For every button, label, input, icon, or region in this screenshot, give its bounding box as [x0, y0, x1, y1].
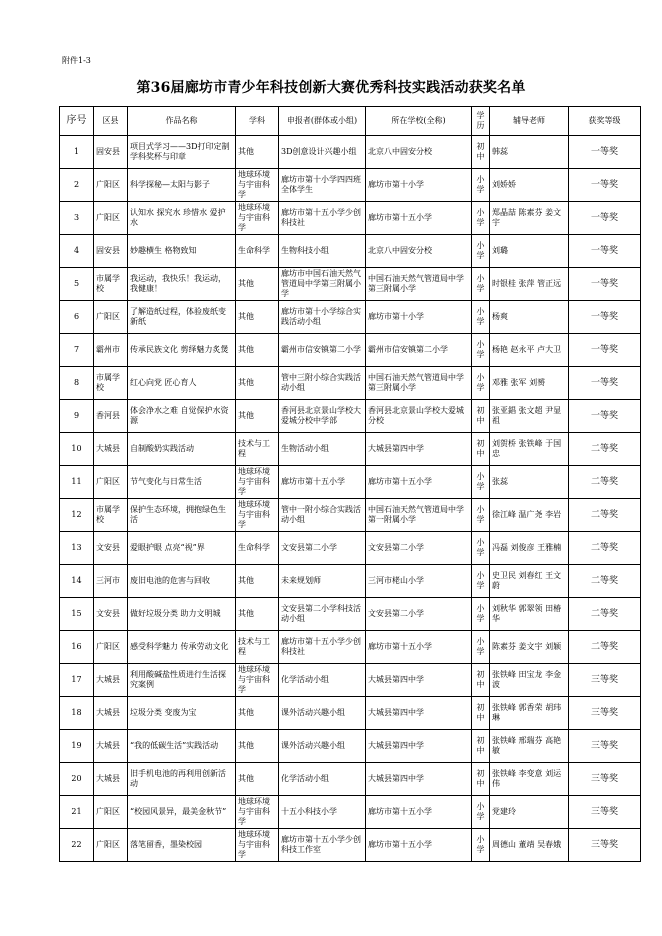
cell-applicant: 廊坊市第十小学综合实践活动小组: [279, 301, 366, 334]
cell-award: 一等奖: [569, 334, 641, 367]
table-header-row: [60, 107, 641, 136]
table-row: [60, 334, 641, 367]
cell-school: 北京八中固安分校: [366, 235, 472, 268]
cell-county: 大城县: [94, 664, 128, 697]
cell-applicant: 香河县北京景山学校大爱城分校中学部: [279, 400, 366, 433]
table-row: [60, 532, 641, 565]
cell-no: 21: [60, 796, 94, 829]
cell-tutor: 史卫民 刘春红 王文蔚: [490, 565, 569, 598]
cell-subject: 其他: [236, 268, 279, 301]
cell-award: 二等奖: [569, 598, 641, 631]
cell-applicant: 廊坊市第十五小学少创科技社: [279, 631, 366, 664]
cell-work: 废旧电池的危害与回收: [128, 565, 236, 598]
cell-level: 初中: [472, 136, 490, 169]
cell-award: 一等奖: [569, 367, 641, 400]
cell-applicant: 廊坊市第十五小学: [279, 466, 366, 499]
cell-tutor: 张铁峰 郭香荣 胡玮琳: [490, 697, 569, 730]
cell-level: 小学: [472, 499, 490, 532]
cell-school: 文安县第二小学: [366, 532, 472, 565]
cell-school: 霸州市信安镇第二小学: [366, 334, 472, 367]
cell-work: 我运动，我快乐！我运动，我健康！: [128, 268, 236, 301]
cell-school: 廊坊市第十五小学: [366, 829, 472, 862]
cell-level: 小学: [472, 235, 490, 268]
cell-county: 市属学校: [94, 499, 128, 532]
cell-tutor: 周德山 董靖 吴春娥: [490, 829, 569, 862]
cell-no: 5: [60, 268, 94, 301]
cell-school: 廊坊市第十五小学: [366, 466, 472, 499]
cell-level: 初中: [472, 730, 490, 763]
cell-award: 一等奖: [569, 202, 641, 235]
cell-award: 三等奖: [569, 697, 641, 730]
cell-no: 18: [60, 697, 94, 730]
cell-school: 大城县第四中学: [366, 664, 472, 697]
table-row: [60, 829, 641, 862]
cell-level: 初中: [472, 400, 490, 433]
cell-applicant: 生物科技小组: [279, 235, 366, 268]
cell-subject: 地球环境与宇宙科学: [236, 499, 279, 532]
cell-applicant: 课外活动兴趣小组: [279, 697, 366, 730]
cell-school: 中国石油天然气管道局中学第一附属小学: [366, 499, 472, 532]
cell-subject: 其他: [236, 136, 279, 169]
cell-work: 了解造纸过程，体验废纸变新纸: [128, 301, 236, 334]
cell-tutor: 刘娇娇: [490, 169, 569, 202]
cell-school: 中国石油天然气管道局中学第三附属小学: [366, 367, 472, 400]
table-row: [60, 598, 641, 631]
cell-work: 感受科学魅力 传承劳动文化: [128, 631, 236, 664]
col-header-level: 学历: [472, 107, 490, 136]
cell-school: 三河市栳山小学: [366, 565, 472, 598]
cell-no: 22: [60, 829, 94, 862]
cell-level: 小学: [472, 829, 490, 862]
cell-award: 一等奖: [569, 268, 641, 301]
cell-award: 一等奖: [569, 400, 641, 433]
cell-county: 固安县: [94, 235, 128, 268]
cell-award: 二等奖: [569, 631, 641, 664]
cell-level: 小学: [472, 301, 490, 334]
cell-tutor: 郑晶喆 陈素芬 姜文宇: [490, 202, 569, 235]
cell-work: 爱眼护眼 点亮“视”界: [128, 532, 236, 565]
cell-level: 小学: [472, 565, 490, 598]
cell-county: 广阳区: [94, 631, 128, 664]
cell-subject: 其他: [236, 400, 279, 433]
cell-school: 廊坊市第十五小学: [366, 202, 472, 235]
table-row: [60, 697, 641, 730]
cell-level: 小学: [472, 367, 490, 400]
cell-county: 香河县: [94, 400, 128, 433]
cell-award: 二等奖: [569, 532, 641, 565]
cell-county: 广阳区: [94, 796, 128, 829]
cell-level: 小学: [472, 598, 490, 631]
cell-tutor: 张铁峰 田宝龙 李金波: [490, 664, 569, 697]
cell-school: 中国石油天然气管道局中学第三附属小学: [366, 268, 472, 301]
cell-applicant: 课外活动兴趣小组: [279, 730, 366, 763]
cell-level: 初中: [472, 763, 490, 796]
cell-no: 10: [60, 433, 94, 466]
table-row: [60, 796, 641, 829]
cell-award: 二等奖: [569, 499, 641, 532]
cell-work: “我的低碳生活”实践活动: [128, 730, 236, 763]
cell-level: 小学: [472, 169, 490, 202]
cell-level: 小学: [472, 334, 490, 367]
cell-tutor: 刘贺桥 张铁峰 于国忠: [490, 433, 569, 466]
cell-level: 初中: [472, 697, 490, 730]
col-header-applicant: 申报者(群体或小组): [279, 107, 366, 136]
cell-award: 二等奖: [569, 565, 641, 598]
cell-school: 大城县第四中学: [366, 730, 472, 763]
cell-no: 16: [60, 631, 94, 664]
table-row: [60, 235, 641, 268]
cell-level: 小学: [472, 631, 490, 664]
cell-county: 文安县: [94, 532, 128, 565]
cell-subject: 地球环境与宇宙科学: [236, 202, 279, 235]
cell-no: 9: [60, 400, 94, 433]
cell-no: 8: [60, 367, 94, 400]
cell-work: 体会净水之难 自觉保护水资源: [128, 400, 236, 433]
cell-county: 广阳区: [94, 202, 128, 235]
cell-subject: 地球环境与宇宙科学: [236, 829, 279, 862]
cell-tutor: 张蕊: [490, 466, 569, 499]
cell-work: 自制酸奶实践活动: [128, 433, 236, 466]
cell-county: 霸州市: [94, 334, 128, 367]
cell-work: 垃圾分类 变废为宝: [128, 697, 236, 730]
cell-applicant: 十五小科技小学: [279, 796, 366, 829]
table-row: [60, 664, 641, 697]
cell-subject: 生命科学: [236, 235, 279, 268]
cell-applicant: 霸州市信安镇第二小学: [279, 334, 366, 367]
cell-tutor: 刘璐: [490, 235, 569, 268]
cell-school: 大城县第四中学: [366, 763, 472, 796]
cell-applicant: 文安县第二小学科技活动小组: [279, 598, 366, 631]
cell-subject: 技术与工程: [236, 433, 279, 466]
cell-subject: 地球环境与宇宙科学: [236, 466, 279, 499]
cell-applicant: 化学活动小组: [279, 763, 366, 796]
cell-county: 市属学校: [94, 367, 128, 400]
cell-work: 旧手机电池的再利用创新活动: [128, 763, 236, 796]
cell-work: 利用酸碱盐性质进行生活探究案例: [128, 664, 236, 697]
cell-tutor: 张亚錩 张文超 尹显祖: [490, 400, 569, 433]
cell-work: 妙趣横生 格物致知: [128, 235, 236, 268]
cell-award: 三等奖: [569, 730, 641, 763]
cell-no: 19: [60, 730, 94, 763]
cell-tutor: 杨爽: [490, 301, 569, 334]
cell-award: 一等奖: [569, 301, 641, 334]
cell-tutor: 张铁峰 李变意 刘运伟: [490, 763, 569, 796]
cell-award: 一等奖: [569, 235, 641, 268]
cell-subject: 其他: [236, 697, 279, 730]
cell-school: 大城县第四中学: [366, 697, 472, 730]
cell-no: 12: [60, 499, 94, 532]
cell-applicant: 生物活动小组: [279, 433, 366, 466]
cell-award: 三等奖: [569, 829, 641, 862]
cell-work: 红心向党 匠心育人: [128, 367, 236, 400]
col-header-award: 获奖等级: [569, 107, 641, 136]
cell-tutor: 党建玲: [490, 796, 569, 829]
cell-county: 广阳区: [94, 169, 128, 202]
cell-school: 廊坊市第十小学: [366, 301, 472, 334]
col-header-tutor: 辅导老师: [490, 107, 569, 136]
cell-county: 文安县: [94, 598, 128, 631]
cell-award: 三等奖: [569, 664, 641, 697]
cell-school: 香河县北京景山学校大爱城分校: [366, 400, 472, 433]
cell-applicant: 文安县第二小学: [279, 532, 366, 565]
cell-subject: 其他: [236, 334, 279, 367]
cell-no: 3: [60, 202, 94, 235]
cell-award: 三等奖: [569, 763, 641, 796]
table-row: [60, 367, 641, 400]
table-row: [60, 433, 641, 466]
cell-county: 广阳区: [94, 301, 128, 334]
cell-applicant: 廊坊市中国石油天然气管道局中学第三附属小学: [279, 268, 366, 301]
cell-subject: 生命科学: [236, 532, 279, 565]
table-row: [60, 169, 641, 202]
cell-work: 认知水 探究水 珍惜水 爱护水: [128, 202, 236, 235]
cell-work: 节气变化与日常生活: [128, 466, 236, 499]
cell-work: 科学探秘—太阳与影子: [128, 169, 236, 202]
cell-no: 1: [60, 136, 94, 169]
cell-award: 一等奖: [569, 136, 641, 169]
cell-subject: 技术与工程: [236, 631, 279, 664]
table-row: [60, 268, 641, 301]
cell-applicant: 3D创意设计兴趣小组: [279, 136, 366, 169]
cell-subject: 地球环境与宇宙科学: [236, 169, 279, 202]
cell-work: 项目式学习——3D打印定制学科奖杯与印章: [128, 136, 236, 169]
cell-tutor: 陈素芬 姜文宇 刘颖: [490, 631, 569, 664]
attachment-label: 附件1-3: [62, 56, 91, 65]
cell-no: 2: [60, 169, 94, 202]
cell-subject: 其他: [236, 367, 279, 400]
cell-county: 广阳区: [94, 829, 128, 862]
cell-applicant: 管中一附小综合实践活动小组: [279, 499, 366, 532]
cell-subject: 其他: [236, 301, 279, 334]
table-row: [60, 466, 641, 499]
cell-applicant: 廊坊市第十五小学少创科技工作室: [279, 829, 366, 862]
cell-tutor: 韩蕊: [490, 136, 569, 169]
cell-tutor: 杨艳 赵永平 卢大卫: [490, 334, 569, 367]
cell-no: 6: [60, 301, 94, 334]
cell-subject: 其他: [236, 763, 279, 796]
cell-tutor: 邓雅 张军 刘赟: [490, 367, 569, 400]
cell-work: 保护生态环境，拥抱绿色生活: [128, 499, 236, 532]
cell-school: 大城县第四中学: [366, 433, 472, 466]
cell-tutor: 刘秋华 郭翠领 田椿华: [490, 598, 569, 631]
cell-level: 小学: [472, 532, 490, 565]
cell-subject: 其他: [236, 565, 279, 598]
cell-county: 大城县: [94, 433, 128, 466]
cell-no: 4: [60, 235, 94, 268]
table-row: [60, 301, 641, 334]
cell-award: 一等奖: [569, 169, 641, 202]
col-header-county: 区县: [94, 107, 128, 136]
award-table: [59, 106, 641, 862]
cell-subject: 地球环境与宇宙科学: [236, 664, 279, 697]
cell-no: 20: [60, 763, 94, 796]
col-header-no: 序号: [60, 107, 94, 136]
table-row: [60, 730, 641, 763]
cell-level: 初中: [472, 433, 490, 466]
cell-applicant: 管中三附小综合实践活动小组: [279, 367, 366, 400]
cell-tutor: 时银桂 张萍 管正远: [490, 268, 569, 301]
cell-no: 14: [60, 565, 94, 598]
cell-county: 三河市: [94, 565, 128, 598]
cell-work: 传承民族文化 剪绎魅力炙煲: [128, 334, 236, 367]
cell-tutor: 张铁峰 邢瑞芬 高艳敏: [490, 730, 569, 763]
table-row: [60, 499, 641, 532]
cell-applicant: 廊坊市第十小学四四班全体学生: [279, 169, 366, 202]
col-header-subject: 学科: [236, 107, 279, 136]
cell-tutor: 徐江峰 温广尧 李岩: [490, 499, 569, 532]
cell-school: 廊坊市第十五小学: [366, 796, 472, 829]
cell-work: “校园风景异，最美金秋节”: [128, 796, 236, 829]
cell-subject: 地球环境与宇宙科学: [236, 796, 279, 829]
cell-county: 大城县: [94, 697, 128, 730]
table-row: [60, 565, 641, 598]
cell-applicant: 未来规划师: [279, 565, 366, 598]
cell-no: 7: [60, 334, 94, 367]
cell-applicant: 化学活动小组: [279, 664, 366, 697]
cell-level: 初中: [472, 664, 490, 697]
cell-no: 15: [60, 598, 94, 631]
table-row: [60, 763, 641, 796]
col-header-work: 作品名称: [128, 107, 236, 136]
cell-level: 小学: [472, 796, 490, 829]
cell-county: 固安县: [94, 136, 128, 169]
cell-county: 大城县: [94, 763, 128, 796]
cell-county: 广阳区: [94, 466, 128, 499]
table-row: [60, 136, 641, 169]
cell-school: 北京八中固安分校: [366, 136, 472, 169]
cell-county: 市属学校: [94, 268, 128, 301]
table-row: [60, 202, 641, 235]
document-title: 第36届廊坊市青少年科技创新大赛优秀科技实践活动获奖名单: [136, 80, 526, 96]
cell-award: 二等奖: [569, 466, 641, 499]
cell-school: 文安县第二小学: [366, 598, 472, 631]
cell-no: 17: [60, 664, 94, 697]
cell-work: 做好垃圾分类 助力文明城: [128, 598, 236, 631]
cell-school: 廊坊市第十小学: [366, 169, 472, 202]
cell-no: 13: [60, 532, 94, 565]
cell-applicant: 廊坊市第十五小学少创科技社: [279, 202, 366, 235]
cell-level: 小学: [472, 466, 490, 499]
table-row: [60, 400, 641, 433]
cell-level: 小学: [472, 202, 490, 235]
cell-award: 三等奖: [569, 796, 641, 829]
cell-work: 落笔留香，墨染校园: [128, 829, 236, 862]
col-header-school: 所在学校(全称): [366, 107, 472, 136]
cell-tutor: 冯磊 刘俊彦 王雅楠: [490, 532, 569, 565]
cell-subject: 其他: [236, 730, 279, 763]
table-row: [60, 631, 641, 664]
cell-school: 廊坊市第十五小学: [366, 631, 472, 664]
cell-level: 小学: [472, 268, 490, 301]
cell-county: 大城县: [94, 730, 128, 763]
cell-subject: 其他: [236, 598, 279, 631]
cell-no: 11: [60, 466, 94, 499]
cell-award: 二等奖: [569, 433, 641, 466]
